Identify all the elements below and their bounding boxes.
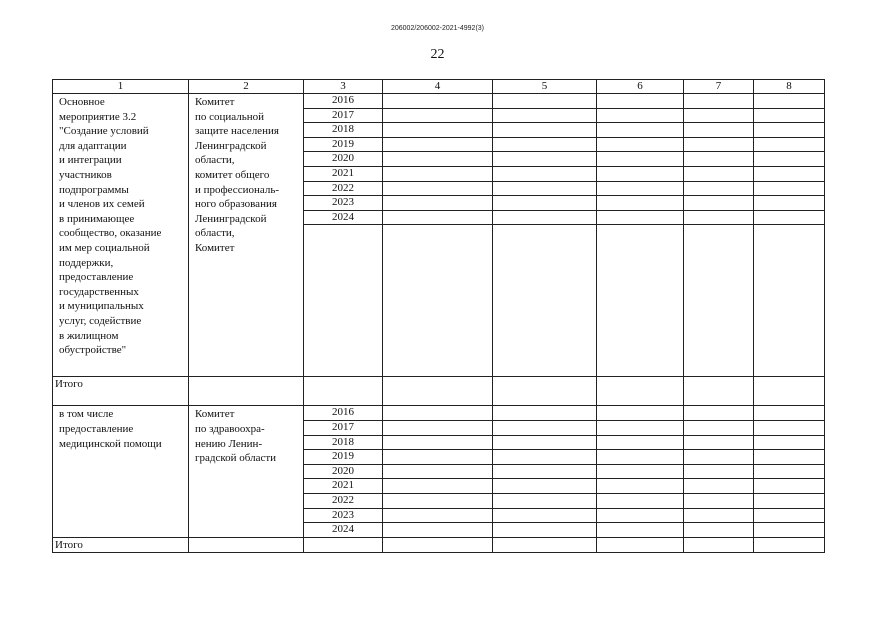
value-cell [684, 435, 754, 450]
value-cell [304, 225, 383, 377]
value-cell [754, 464, 825, 479]
budget-table [52, 79, 825, 553]
column-header: 8 [754, 80, 825, 94]
value-cell [754, 108, 825, 123]
value-cell [684, 108, 754, 123]
year-cell: 2019 [304, 137, 383, 152]
document-id: 206002/206002-2021-4992(3) [390, 25, 485, 32]
value-cell [684, 508, 754, 523]
value-cell [383, 420, 493, 435]
value-cell [189, 377, 304, 406]
value-cell [493, 377, 597, 406]
value-cell [684, 377, 754, 406]
value-cell [597, 137, 684, 152]
value-cell [493, 479, 597, 494]
column-header: 2 [189, 80, 304, 94]
value-cell [684, 94, 754, 109]
column-header: 7 [684, 80, 754, 94]
value-cell [684, 537, 754, 553]
value-cell [684, 210, 754, 225]
value-cell [597, 537, 684, 553]
year-cell: 2021 [304, 166, 383, 181]
value-cell [383, 523, 493, 538]
value-cell [304, 537, 383, 553]
value-cell [383, 166, 493, 181]
value-cell [493, 137, 597, 152]
value-cell [383, 406, 493, 421]
value-cell [597, 225, 684, 377]
value-cell [597, 152, 684, 167]
value-cell [684, 406, 754, 421]
value-cell [383, 508, 493, 523]
value-cell [754, 435, 825, 450]
year-cell: 2017 [304, 420, 383, 435]
value-cell [754, 181, 825, 196]
value-cell [493, 464, 597, 479]
value-cell [754, 420, 825, 435]
value-cell [684, 137, 754, 152]
year-cell: 2018 [304, 435, 383, 450]
value-cell [754, 508, 825, 523]
value-cell [493, 152, 597, 167]
value-cell [493, 108, 597, 123]
year-cell: 2020 [304, 464, 383, 479]
value-cell [684, 181, 754, 196]
value-cell [383, 464, 493, 479]
value-cell [684, 166, 754, 181]
value-cell [493, 94, 597, 109]
value-cell [597, 377, 684, 406]
value-cell [493, 225, 597, 377]
value-cell [383, 210, 493, 225]
value-cell [754, 166, 825, 181]
value-cell [597, 435, 684, 450]
value-cell [754, 537, 825, 553]
value-cell [304, 377, 383, 406]
value-cell [597, 210, 684, 225]
value-cell [383, 435, 493, 450]
value-cell [493, 493, 597, 508]
year-cell: 2017 [304, 108, 383, 123]
value-cell [383, 377, 493, 406]
value-cell [754, 493, 825, 508]
block1-activity-name: Основное мероприятие 3.2 "Создание условий для адаптации и интеграции участников подпрограммы и членов их семей в принимающее сообщество, оказание им мер социальной поддержки, предоставление государственных и муниципальных услуг, содействие в жилищном обустройстве" [53, 94, 189, 377]
year-cell: 2021 [304, 479, 383, 494]
value-cell [597, 108, 684, 123]
value-cell [493, 181, 597, 196]
value-cell [383, 152, 493, 167]
column-header: 6 [597, 80, 684, 94]
value-cell [383, 493, 493, 508]
block2-activity-name: в том числе предоставление медицинской помощи [53, 406, 189, 537]
value-cell [383, 450, 493, 465]
value-cell [383, 181, 493, 196]
value-cell [383, 225, 493, 377]
value-cell [383, 537, 493, 553]
column-header: 1 [53, 80, 189, 94]
value-cell [684, 123, 754, 138]
value-cell [754, 523, 825, 538]
value-cell [754, 479, 825, 494]
value-cell [684, 523, 754, 538]
year-cell: 2016 [304, 94, 383, 109]
year-cell: 2022 [304, 493, 383, 508]
value-cell [597, 464, 684, 479]
value-cell [754, 152, 825, 167]
value-cell [754, 406, 825, 421]
value-cell [189, 537, 304, 553]
year-cell: 2024 [304, 523, 383, 538]
year-cell: 2018 [304, 123, 383, 138]
value-cell [754, 377, 825, 406]
column-header-row [53, 80, 825, 94]
value-cell [597, 479, 684, 494]
year-cell: 2016 [304, 406, 383, 421]
value-cell [597, 508, 684, 523]
value-cell [493, 123, 597, 138]
value-cell [493, 196, 597, 211]
year-cell: 2023 [304, 508, 383, 523]
year-cell: 2022 [304, 181, 383, 196]
value-cell [493, 450, 597, 465]
block1-year-row [53, 94, 825, 109]
year-cell: 2019 [304, 450, 383, 465]
column-header: 3 [304, 80, 383, 94]
value-cell [754, 450, 825, 465]
value-cell [383, 196, 493, 211]
value-cell [493, 523, 597, 538]
value-cell [383, 137, 493, 152]
value-cell [754, 225, 825, 377]
block2-year-row [53, 406, 825, 421]
value-cell [383, 108, 493, 123]
value-cell [684, 479, 754, 494]
value-cell [684, 450, 754, 465]
block2-executor: Комитет по здравоохра- нению Ленин- градской области [189, 406, 304, 537]
value-cell [754, 196, 825, 211]
value-cell [597, 181, 684, 196]
block1-executor: Комитет по социальной защите населения Ленинградской области, комитет общего и профессиональ- ного образования Ленинградской области, Комитет [189, 94, 304, 377]
value-cell [597, 406, 684, 421]
value-cell [493, 406, 597, 421]
value-cell [684, 464, 754, 479]
value-cell [493, 537, 597, 553]
column-header: 5 [493, 80, 597, 94]
value-cell [597, 523, 684, 538]
value-cell [754, 210, 825, 225]
block1-total-label: Итого [53, 377, 189, 406]
value-cell [383, 479, 493, 494]
value-cell [754, 123, 825, 138]
year-cell: 2024 [304, 210, 383, 225]
value-cell [597, 196, 684, 211]
page-number: 22 [430, 47, 445, 62]
value-cell [493, 166, 597, 181]
value-cell [493, 210, 597, 225]
value-cell [684, 493, 754, 508]
value-cell [684, 420, 754, 435]
value-cell [597, 493, 684, 508]
value-cell [597, 166, 684, 181]
year-cell: 2020 [304, 152, 383, 167]
value-cell [597, 450, 684, 465]
column-header: 4 [383, 80, 493, 94]
value-cell [754, 137, 825, 152]
value-cell [597, 123, 684, 138]
block2-total-row [53, 537, 825, 553]
value-cell [493, 435, 597, 450]
value-cell [597, 94, 684, 109]
block1-total-row [53, 377, 825, 406]
value-cell [493, 508, 597, 523]
value-cell [684, 196, 754, 211]
value-cell [754, 94, 825, 109]
block2-total-label: Итого [53, 537, 189, 553]
value-cell [684, 225, 754, 377]
value-cell [597, 420, 684, 435]
value-cell [383, 94, 493, 109]
value-cell [684, 152, 754, 167]
value-cell [493, 420, 597, 435]
year-cell: 2023 [304, 196, 383, 211]
value-cell [383, 123, 493, 138]
